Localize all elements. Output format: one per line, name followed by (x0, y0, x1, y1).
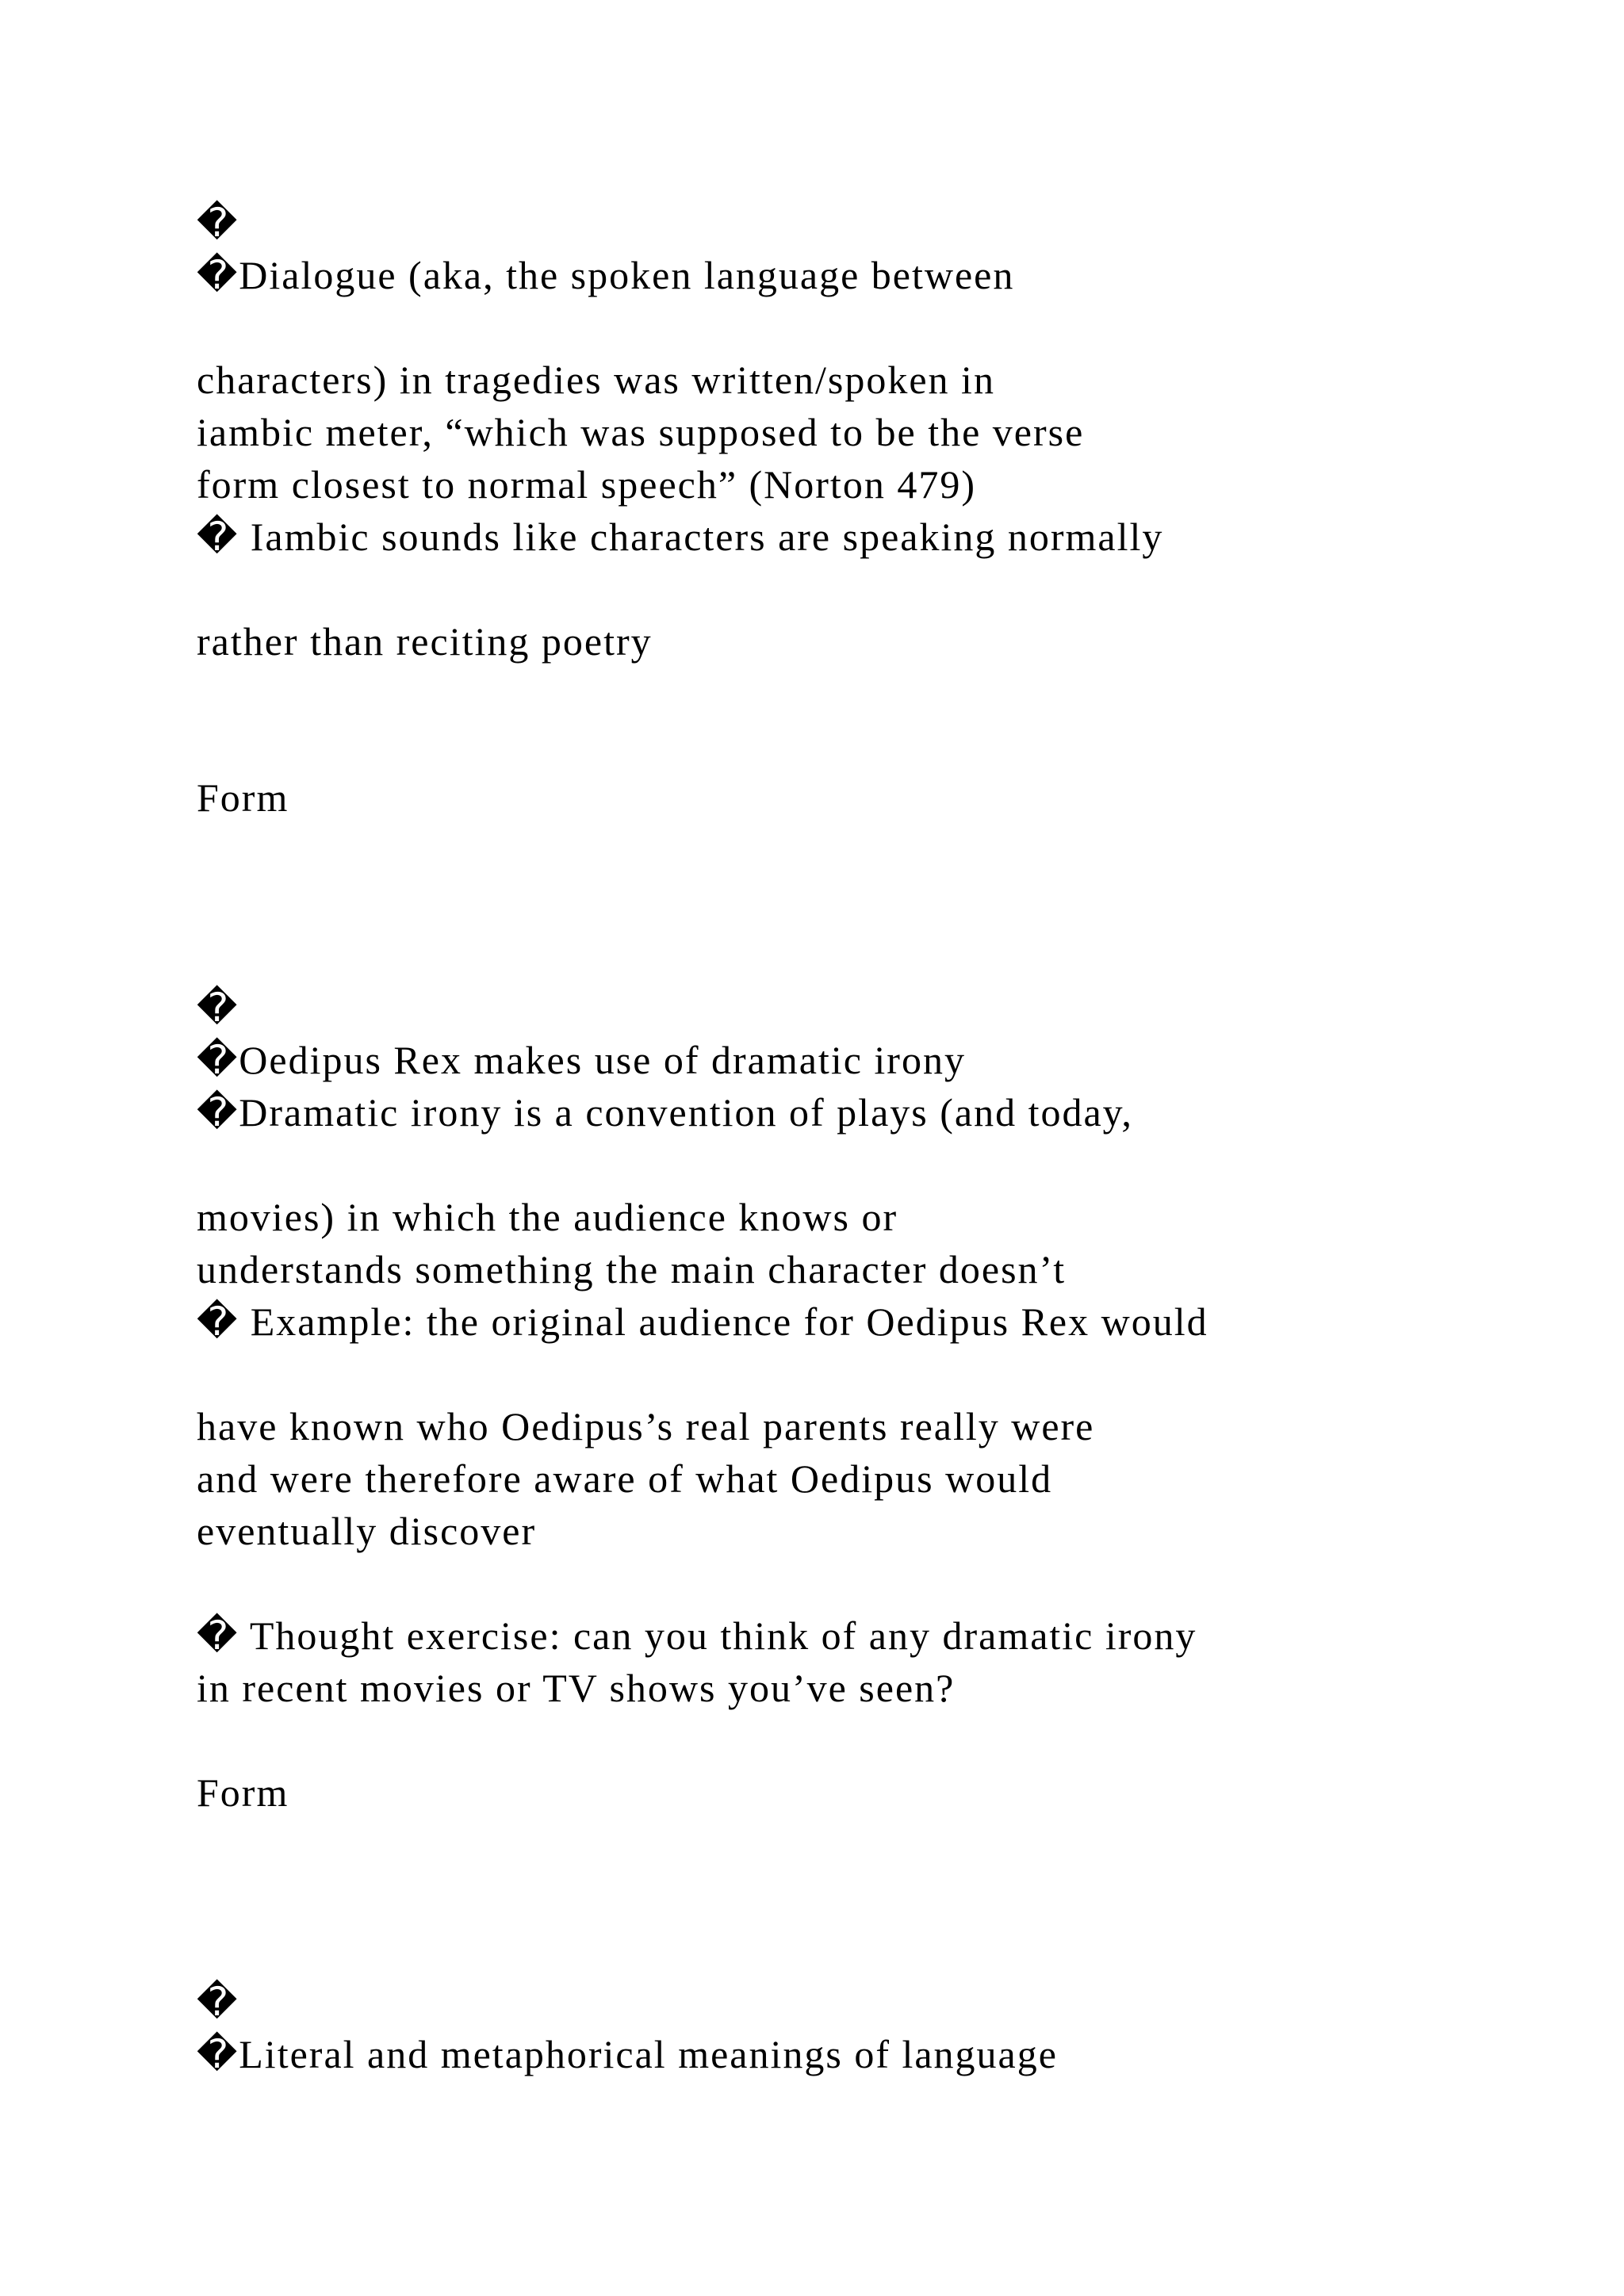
text-line: �Literal and metaphorical meanings of language (197, 2032, 1058, 2076)
text-line: movies) in which the audience knows or (197, 1195, 898, 1239)
text-line: � (197, 201, 239, 245)
text-line: �Oedipus Rex makes use of dramatic irony (197, 1038, 966, 1082)
text-line: characters) in tragedies was written/spoken in (197, 358, 995, 402)
text-line: �Dramatic irony is a convention of plays (and today, (197, 1090, 1133, 1135)
text-line: rather than reciting poetry (197, 619, 653, 664)
text-line: in recent movies or TV shows you’ve seen? (197, 1666, 956, 1710)
text-line: and were therefore aware of what Oedipus would (197, 1456, 1053, 1501)
text-line: understands something the main character doesn’t (197, 1247, 1067, 1292)
text-line: � Example: the original audience for Oedipus Rex would (197, 1299, 1208, 1344)
text-line: iambic meter, “which was supposed to be the verse (197, 410, 1085, 454)
text-line: have known who Oedipus’s real parents really were (197, 1404, 1095, 1448)
text-line: form closest to normal speech” (Norton 479) (197, 462, 976, 507)
text-line: eventually discover (197, 1509, 537, 1553)
text-line: � (197, 1980, 239, 2024)
text-line: � (197, 985, 239, 1030)
section-label: Form (197, 775, 289, 820)
text-line: �Dialogue (aka, the spoken language between (197, 253, 1015, 297)
text-line: � Iambic sounds like characters are speaking normally (197, 515, 1164, 559)
text-line: � Thought exercise: can you think of any dramatic irony (197, 1613, 1197, 1658)
section-label: Form (197, 1770, 289, 1815)
